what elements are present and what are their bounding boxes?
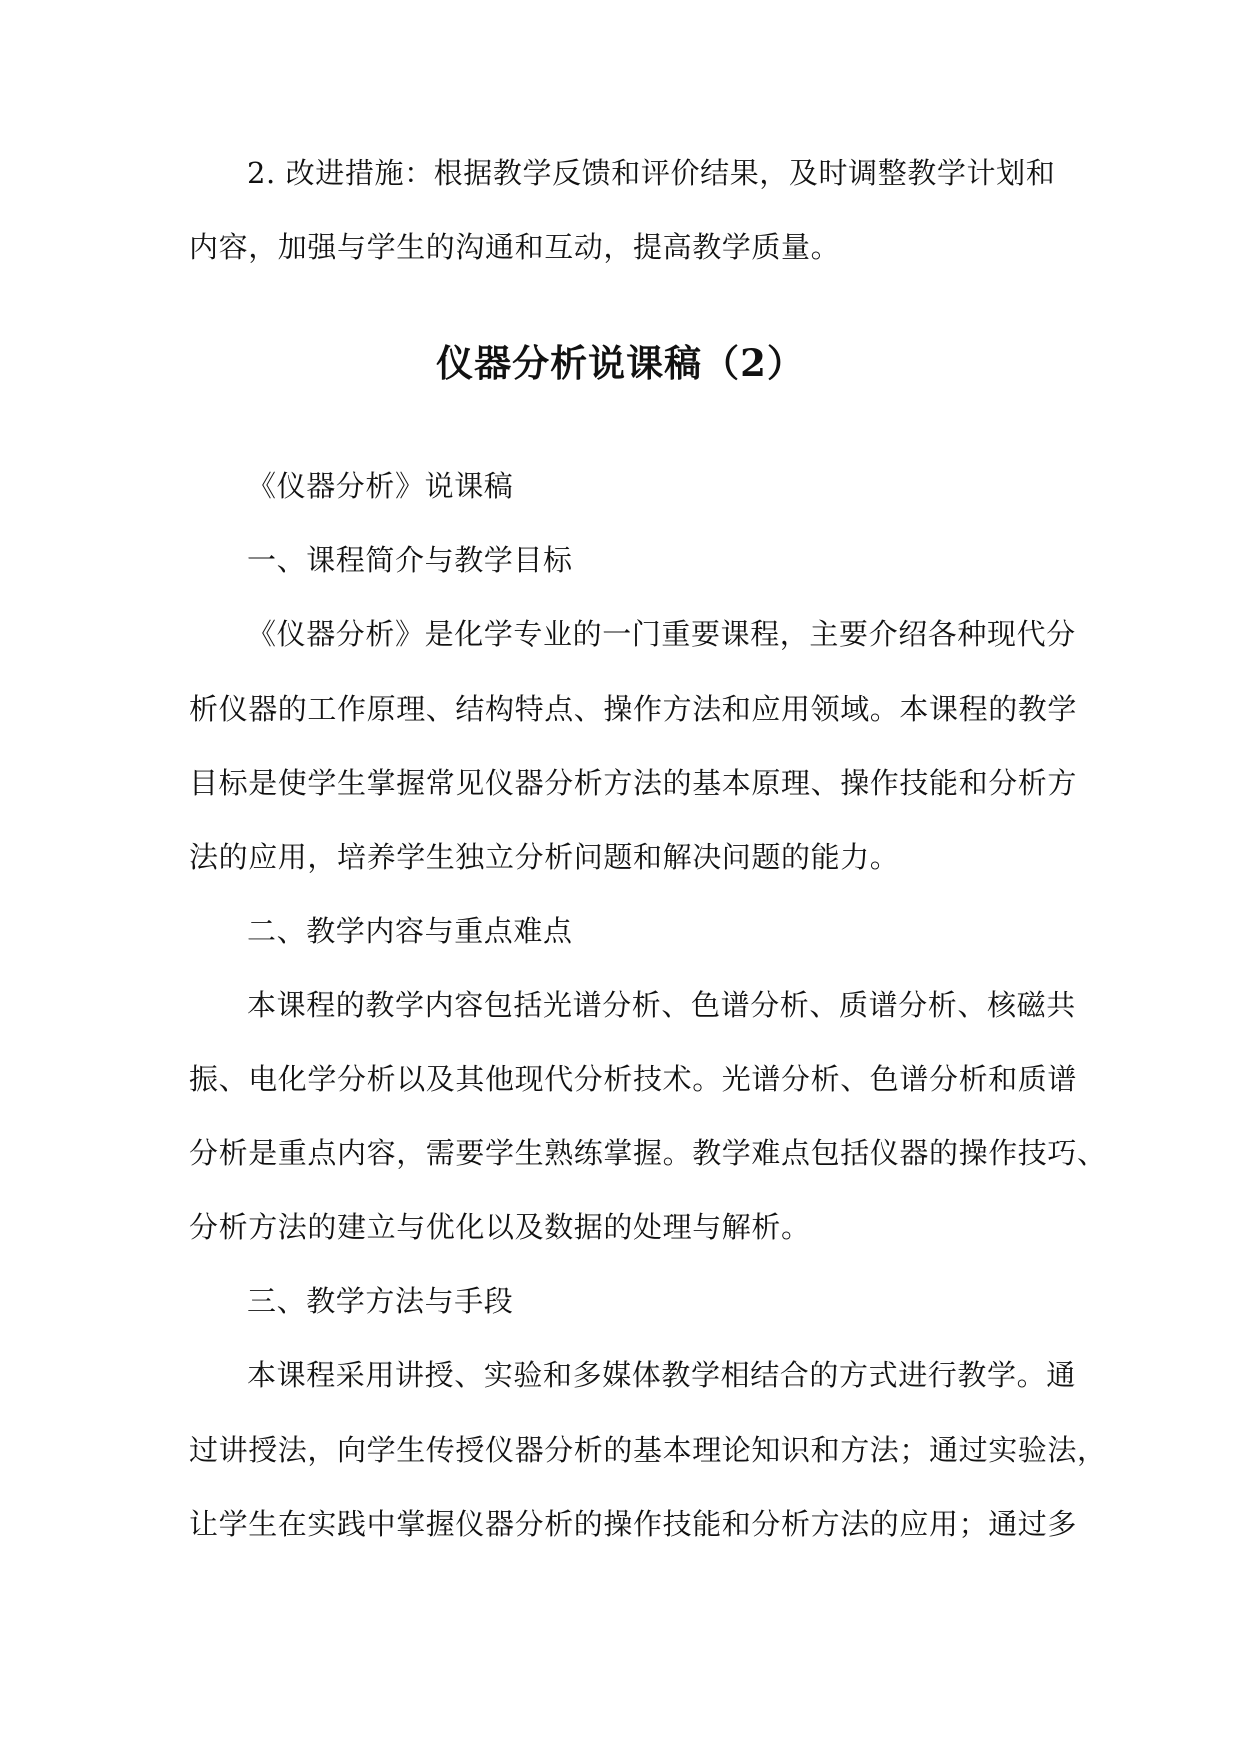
paragraph-line: 振、电化学分析以及其他现代分析技术。光谱分析、色谱分析和质谱 (189, 1062, 1078, 1096)
paragraph-line: 分析是重点内容，需要学生熟练掌握。教学难点包括仪器的操作技巧、 (189, 1136, 1107, 1170)
paragraph-line: 让学生在实践中掌握仪器分析的操作技能和分析方法的应用；通过多 (189, 1507, 1078, 1541)
paragraph-line: 法的应用，培养学生独立分析问题和解决问题的能力。 (189, 840, 900, 874)
paragraph-line: 2. 改进措施：根据教学反馈和评价结果，及时调整教学计划和 (247, 156, 1056, 190)
paragraph-line: 析仪器的工作原理、结构特点、操作方法和应用领域。本课程的教学 (189, 692, 1078, 726)
document-title: 仪器分析说课稿（2） (436, 341, 805, 385)
section-heading-1: 一、课程简介与教学目标 (247, 543, 573, 577)
paragraph-line: 《仪器分析》是化学专业的一门重要课程，主要介绍各种现代分 (247, 617, 1076, 651)
paragraph-line: 内容，加强与学生的沟通和互动，提高教学质量。 (189, 230, 841, 264)
paragraph-line: 本课程的教学内容包括光谱分析、色谱分析、质谱分析、核磁共 (247, 988, 1076, 1022)
section-heading-3: 三、教学方法与手段 (247, 1284, 514, 1318)
paragraph-line: 分析方法的建立与优化以及数据的处理与解析。 (189, 1210, 811, 1244)
paragraph-line: 目标是使学生掌握常见仪器分析方法的基本原理、操作技能和分析方 (189, 766, 1078, 800)
paragraph-line: 本课程采用讲授、实验和多媒体教学相结合的方式进行教学。通 (247, 1358, 1076, 1392)
section-heading-2: 二、教学内容与重点难点 (247, 914, 573, 948)
subtitle-line: 《仪器分析》说课稿 (247, 469, 514, 503)
paragraph-line: 过讲授法，向学生传授仪器分析的基本理论知识和方法；通过实验法， (189, 1433, 1107, 1467)
